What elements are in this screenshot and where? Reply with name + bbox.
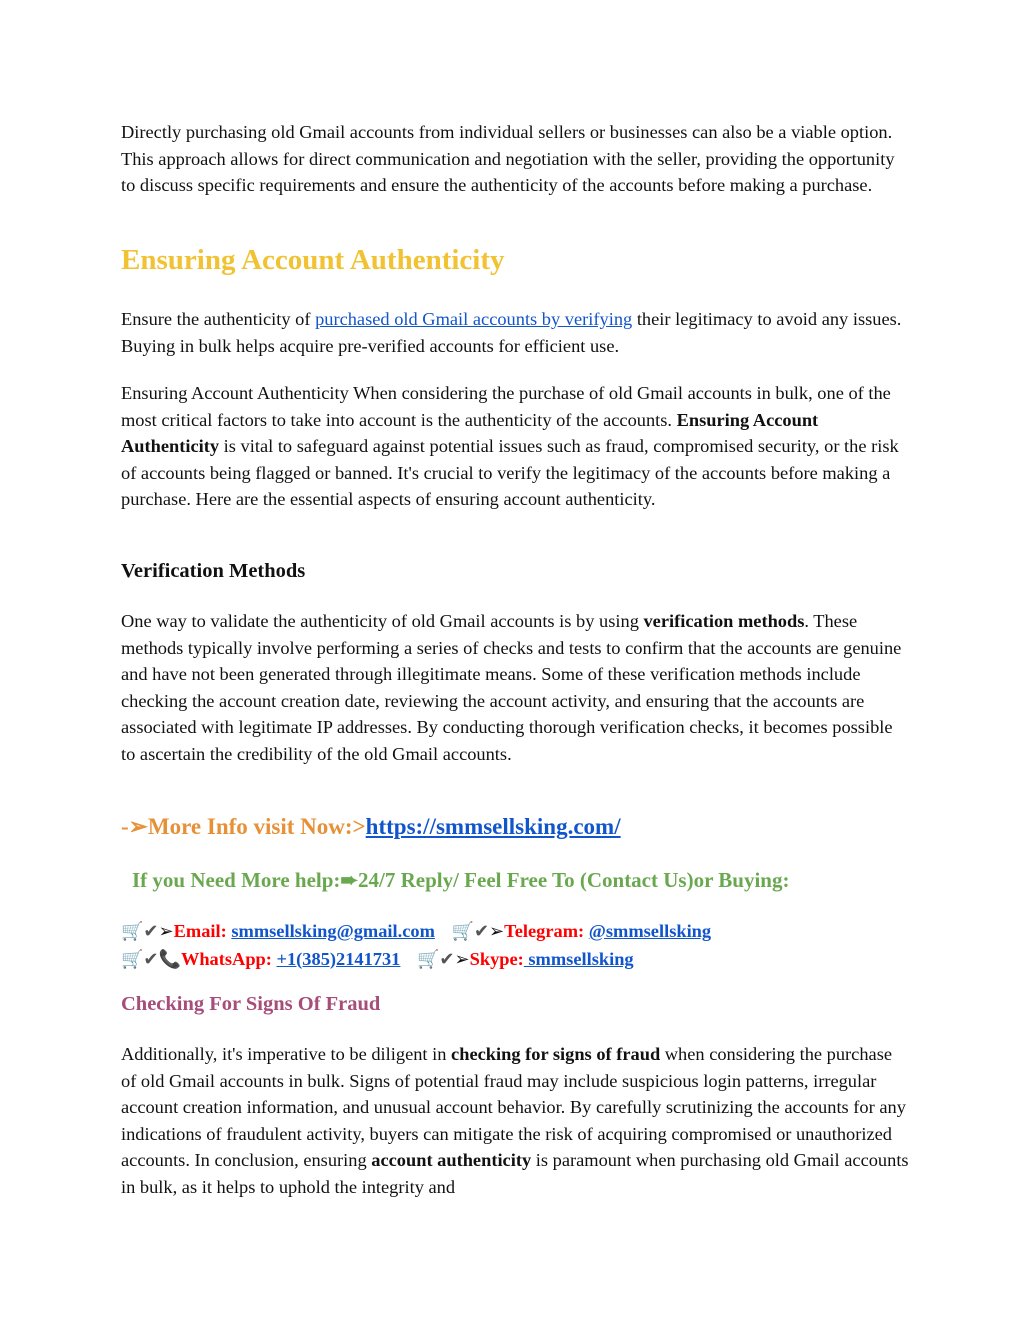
authenticity-text-b: is vital to safeguard against potential issues such as fraud, compromised security, or the risk of accounts being flagged or banned. It's crucial to verify the legitimacy of the accounts before making a purchase. Here are the essential aspects of ensuring account authenticity. — [121, 436, 899, 509]
cart-icon: 🛒 — [121, 921, 144, 942]
skype-label: Skype: — [469, 948, 524, 969]
whatsapp-link[interactable]: +1(385)2141731 — [276, 948, 401, 969]
authenticity-bold: Ensuring Account Authenticity — [121, 409, 819, 456]
cart-icon: 🛒 — [417, 948, 440, 970]
verification-text-a: One way to validate the authenticity of old Gmail accounts is by using — [121, 611, 644, 631]
cart-icon: 🛒 — [451, 921, 474, 942]
authenticity-paragraph — [121, 380, 911, 513]
fraud-text-b: when considering the purchase of old Gmail accounts in bulk. Signs of potential fraud may include suspicious login patterns, irregular account creation information, and unusual account behavior. By carefully scrutinizing the accounts for any indications of fraudulent activity, buyers can mitigate the risk of acquiring compromised or unauthorized accounts. In conclusion, ensuring — [121, 1044, 906, 1170]
verification-paragraph — [121, 608, 911, 767]
heading-signs-of-fraud: Checking For Signs Of Fraud — [121, 993, 381, 1015]
arrow-icon: ➢ — [489, 921, 505, 942]
email-label: Email: — [173, 921, 232, 941]
fraud-bold-2: account authenticity — [371, 1150, 532, 1170]
telegram-link[interactable]: @smmsellsking — [588, 921, 712, 941]
ensure-text-a: Ensure the authenticity of — [121, 309, 316, 329]
check-icon: ✔ — [143, 948, 159, 970]
heading-verification-methods: Verification Methods — [121, 560, 306, 582]
contacts-row-2 — [121, 946, 711, 974]
skype-link[interactable]: smmsellsking — [523, 948, 634, 969]
email-link[interactable]: smmsellsking@gmail.com — [231, 921, 435, 941]
verification-bold: verification methods — [643, 611, 805, 631]
contacts-block — [121, 918, 711, 973]
fraud-text-c: is paramount when purchasing old Gmail accounts in bulk, as it helps to uphold the integrity and — [121, 1150, 909, 1197]
check-icon: ✔ — [143, 921, 159, 942]
verify-accounts-link[interactable]: purchased old Gmail accounts by verifying — [315, 309, 633, 329]
heading-ensuring-authenticity: Ensuring Account Authenticity — [121, 244, 505, 276]
telegram-label: Telegram: — [504, 921, 589, 941]
ensure-paragraph — [121, 306, 911, 359]
whatsapp-label: WhatsApp: — [180, 948, 277, 969]
website-link[interactable]: https://smmsellsking.com/ — [365, 814, 621, 839]
fraud-bold-1: checking for signs of fraud — [451, 1044, 661, 1064]
check-icon: ✔ — [473, 921, 490, 942]
cart-icon: 🛒 — [121, 948, 144, 970]
arrow-icon: ➢ — [454, 948, 470, 970]
more-info-line — [121, 814, 621, 840]
intro-paragraph: Directly purchasing old Gmail accounts from individual sellers or businesses can also be a viable option. This approach allows for direct communication and negotiation with the seller, providing the opportunity to discuss specific requirements and ensure the authenticity of the accounts before making a purchase. — [121, 122, 895, 195]
arrow-icon: ➢ — [158, 921, 174, 942]
fraud-paragraph — [121, 1041, 911, 1200]
fraud-text-a: Additionally, it's imperative to be diligent in — [121, 1044, 452, 1064]
help-line: If you Need More help:➨24/7 Reply/ Feel Free To (Contact Us)or Buying: — [132, 868, 790, 892]
more-info-label: -➢More Info visit Now:> — [121, 814, 366, 839]
phone-icon: 📞 — [158, 948, 181, 970]
contacts-row-1 — [121, 918, 711, 946]
ensure-text-b: their legitimacy to avoid any issues. Buying in bulk helps acquire pre-verified accounts for efficient use. — [121, 309, 902, 356]
check-icon: ✔ — [439, 948, 455, 970]
authenticity-text-a: Ensuring Account Authenticity When considering the purchase of old Gmail accounts in bulk, one of the most critical factors to take into account is the authenticity of the accounts. — [121, 383, 891, 430]
verification-text-b: . These methods typically involve performing a series of checks and tests to confirm that the accounts are genuine and have not been generated through illegitimate means. Some of these verification methods include checking the account creation date, reviewing the account activity, and ensuring that the accounts are associated with legitimate IP addresses. By conducting thorough verification checks, it becomes possible to ascertain the credibility of the old Gmail accounts. — [121, 611, 902, 764]
